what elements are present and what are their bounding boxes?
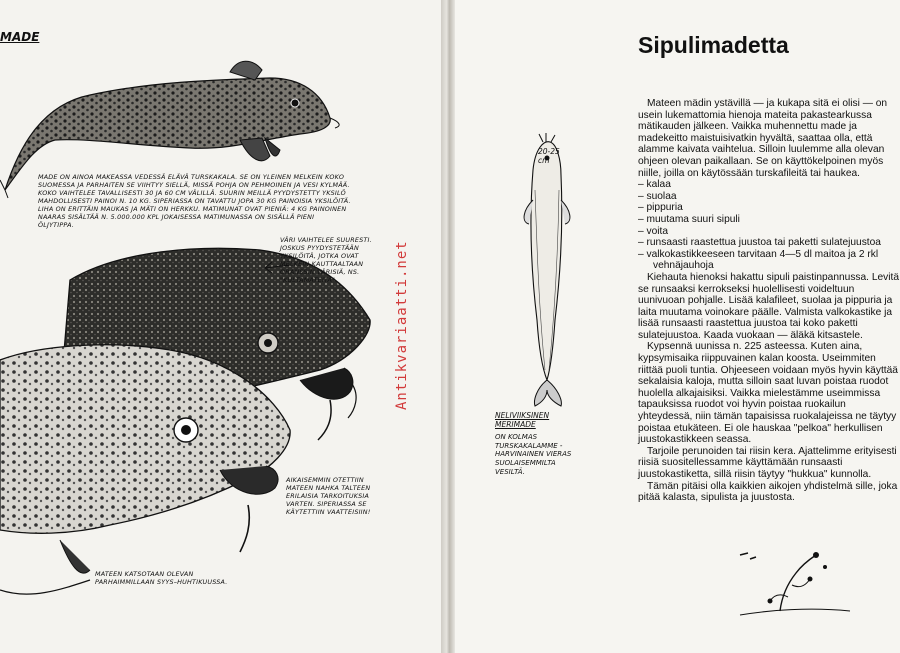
note-season: MATEEN KATSOTAAN OLEVAN PARHAIMMILLAAN SYYS–HUHTIKUUSSA.: [95, 570, 228, 586]
fish-caption-body: ON KOLMAS TURSKAKALAMME - HARVINAINEN VIERAS SUOLAISEMMILTA VESILTÄ.: [495, 433, 572, 476]
recipe-paragraph: Tämän pitäisi olla kaikkien aikojen yhdistelmä sille, joka pitää kalasta, sipulista ja juustosta.: [638, 480, 898, 504]
ingredient-item: – runsaasti raastettua juustoa tai paketti sulatejuustoa: [638, 237, 900, 249]
note-color: VÄRI VAIHTELEE SUURESTI. JOSKUS PYYDYSTETÄÄN YKSILÖITÄ, JOTKA OVAT MELKEIN KAUTTAALTAAN ORANSSIN VÄRISIÄ, NS. "KULTAMATEITA".: [280, 236, 372, 284]
recipe-paragraph: Tarjoile perunoiden tai riisin kera. Ajattelimme erityisesti riisiä suositellessamme käyttämään runsaasti juustokastiketta, sillä riisin täytyy "hukkua" kunnolla.: [638, 445, 897, 480]
note-mating: LIHA ON ERITTÄIN MAUKAS JA MÄTI ON HERKKU. MATIMUNAT OVAT PIENIÄ: 4 KG PAINOINEN NAARAS SISÄLTÄÄ N. 5.000.000 KPL JOKAISESSA MATIMUNASSA ON SISÄLLÄ PIENI ÖLJYTIPPA.: [38, 205, 347, 229]
ingredient-item: – pippuria: [638, 202, 900, 214]
ingredient-list: [638, 179, 900, 272]
ingredient-item: – voita: [638, 226, 900, 238]
note-main: MADE ON AINOA MAKEASSA VEDESSÄ ELÄVÄ TURSKAKALA. SE ON YLEINEN MELKEIN KOKO SUOMESSA JA PARHAITEN SE VIIHTYY SIELLÄ, MISSÄ POHJA ON PEHMOINEN JA VESI KYLMÄÄ. KOKO VAIHTELEE TAVALLISESTI 30 JA 60 CM VÄLILLÄ. SUURIN MEILLÄ PYYDYSTETTY YKSILÖ MAHDOLLISESTI PAINOI N. 10 KG. SIPERIASSA ON TAVATTU JOPA 30 KG PAINOISIA YKSILÖITÄ.: [38, 173, 351, 205]
seaweed-illustration: [730, 545, 860, 625]
ingredient-item: – kalaa: [638, 179, 900, 191]
page-header-word: MADE: [0, 30, 40, 44]
fish-caption-title: NELIVIIKSINEN MERIMADE: [495, 411, 550, 429]
recipe-paragraph: Kiehauta hienoksi hakattu sipuli paistinpannussa. Levitä se runsaaksi kerrokseksi huolellisesti voideltuun uunivuoan pohjalle. Lisää kalafileet, suolaa ja pippuria ja laita muutama voinokare päälle. Valmista valkokastike ja lisää runsaasti raastettua juustoa tai koko paketti sulatejuustoa. Kaada vuokaan — äläkä kitsastele.: [638, 271, 900, 341]
book-gutter: [441, 0, 455, 653]
burbot-full-illustration: [0, 0, 441, 653]
left-page: [0, 0, 441, 653]
fourbeard-rockling-illustration: [495, 130, 615, 410]
recipe-title: Sipulimadetta: [638, 32, 789, 58]
ingredient-item: – muutama suuri sipuli: [638, 214, 900, 226]
note-skin: AIKAISEMMIN OTETTIIN MATEEN NAHKA TALTEEN ERILAISIA TARKOITUKSIA VARTEN. SIPERIASSA SE KÄYTETTIIN VAATTEISIIN!: [286, 476, 371, 516]
size-label: 20-25 cm: [538, 147, 560, 165]
recipe-body: [638, 98, 900, 504]
right-page: [455, 0, 900, 653]
fish-caption: [495, 412, 577, 476]
recipe-paragraph: Kypsennä uunissa n. 225 asteessa. Kuten aina, kypsymisaika riippuvainen kalan koosta. Useimmiten riittää puoli tuntia. Ohjeeseen voidaan myös hyvin käyttää sekalaisia kaloja, mutta silloin saat luvan poistaa ruodot huolella alkajaisiksi. Vaikka mielestämme useimmissa tapauksissa ruodot voi hyvin poistaa ruokailun yhteydessä, niin tämän tapaisissa ruokalajeissa ne täytyy poistaa etukäteen. Ei ole hauskaa "pelkoa" herkullisen juustokastikkeen seassa.: [638, 341, 898, 446]
watermark-text: Antikvariaatti.net: [394, 240, 410, 410]
recipe-intro: Mateen mädin ystävillä — ja kukapa sitä ei olisi — on usein lukemattomia hienoja mateita pakastearkussa mätikauden jälkeen. Vaikka muhennettu made ja madekeitto maistuisivatkin hyvältä, saattaa olla, että alamme kaivata vaihtelua. Silloin luulemme alla olevan ohjeen olevan paikallaan. Se on käyttökelpoinen myös niille, joilla on käytössään turskafileitä tai haukea.: [638, 98, 888, 179]
ingredient-item: – suolaa: [638, 191, 900, 203]
ingredient-item: – valkokastikkeeseen tarvitaan 4—5 dl maitoa ja 2 rkl vehnäjauhoja: [638, 249, 900, 272]
